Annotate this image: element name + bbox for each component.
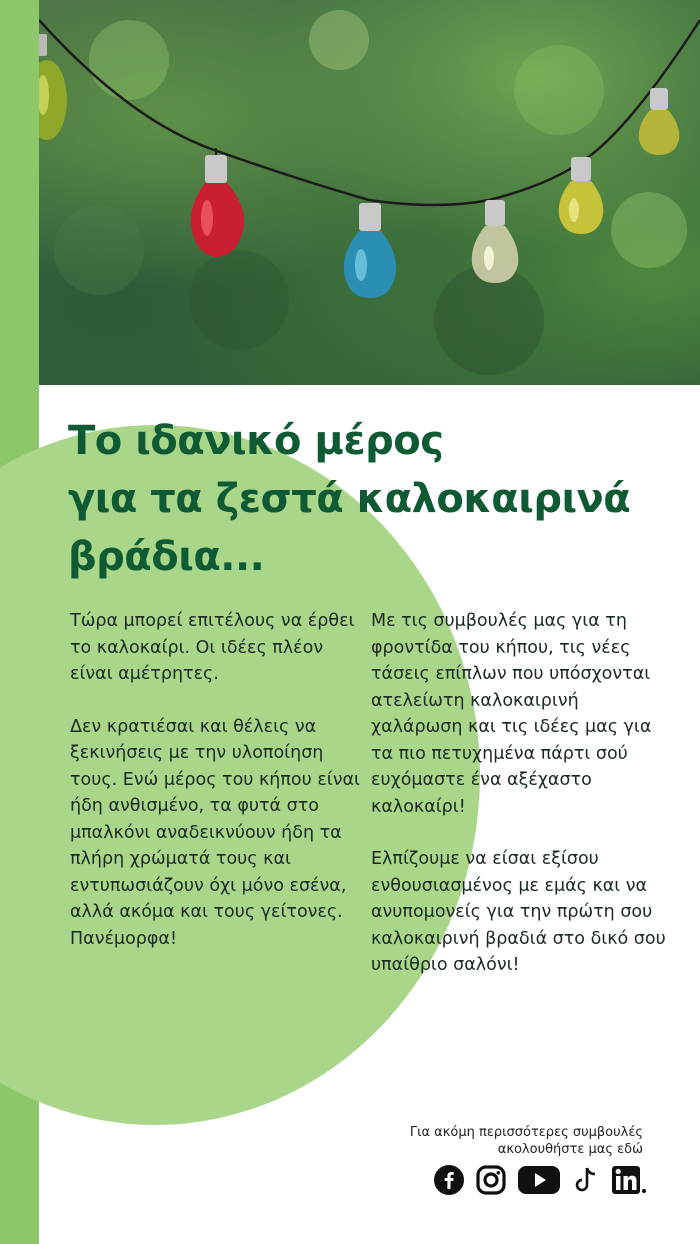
page-title	[68, 412, 668, 586]
youtube-icon[interactable]	[518, 1165, 560, 1195]
facebook-icon[interactable]	[434, 1165, 464, 1195]
paragraph: Ελπίζουμε να είσαι εξίσου ενθουσιασμένος με εμάς και να ανυπομονείς για την πρώτη σου καλοκαιρινή βραδιά στο δικό σου υπαίθριο σαλόνι!	[371, 849, 666, 975]
right-text-column	[371, 608, 671, 1005]
paragraph: Με τις συμβουλές μας για τη φροντίδα του κήπου, τις νέες τάσεις επίπλων που υπόσχονται ατελείωτη καλοκαιρινή χαλάρωση και τις ιδέες μας για τα πιο πετυχημένα πάρτι σού ευχόμαστε ένα αξέχαστο καλοκαίρι!	[371, 611, 652, 817]
title-line-1: Το ιδανικό μέρος	[68, 418, 444, 464]
follow-line-2: ακολουθήστε μας εδώ	[497, 1142, 643, 1157]
title-line-2: για τα ζεστά καλοκαιρινά	[68, 476, 631, 522]
follow-line-1: Για ακόμη περισσότερες συμβουλές	[409, 1125, 643, 1140]
tiktok-icon[interactable]	[572, 1165, 600, 1195]
paragraph: Τώρα μπορεί επιτέλους να έρθει το καλοκαίρι. Οι ιδέες πλέον είναι αμέτρητες.	[70, 611, 355, 684]
title-line-3: βράδια...	[68, 534, 265, 580]
left-text-column	[70, 608, 360, 978]
hero-photo-string-lights	[39, 0, 700, 385]
linkedin-icon[interactable]	[612, 1165, 648, 1195]
follow-us-text	[410, 1124, 643, 1158]
instagram-icon[interactable]	[476, 1165, 506, 1195]
bulb-green-partial	[39, 34, 67, 140]
paragraph: Δεν κρατιέσαι και θέλεις να ξεκινήσεις με την υλοποίηση τους. Ενώ μέρος του κήπου είναι ήδη ανθισμένο, τα φυτά στο μπαλκόνι αναδεικνύουν ήδη τα πλήρη χρώματά τους και εντυπωσιάζουν όχι μόνο εσένα, αλλά ακόμα και τους γείτονες. Πανέμορφα!	[70, 716, 360, 949]
social-icons-row	[434, 1162, 648, 1198]
